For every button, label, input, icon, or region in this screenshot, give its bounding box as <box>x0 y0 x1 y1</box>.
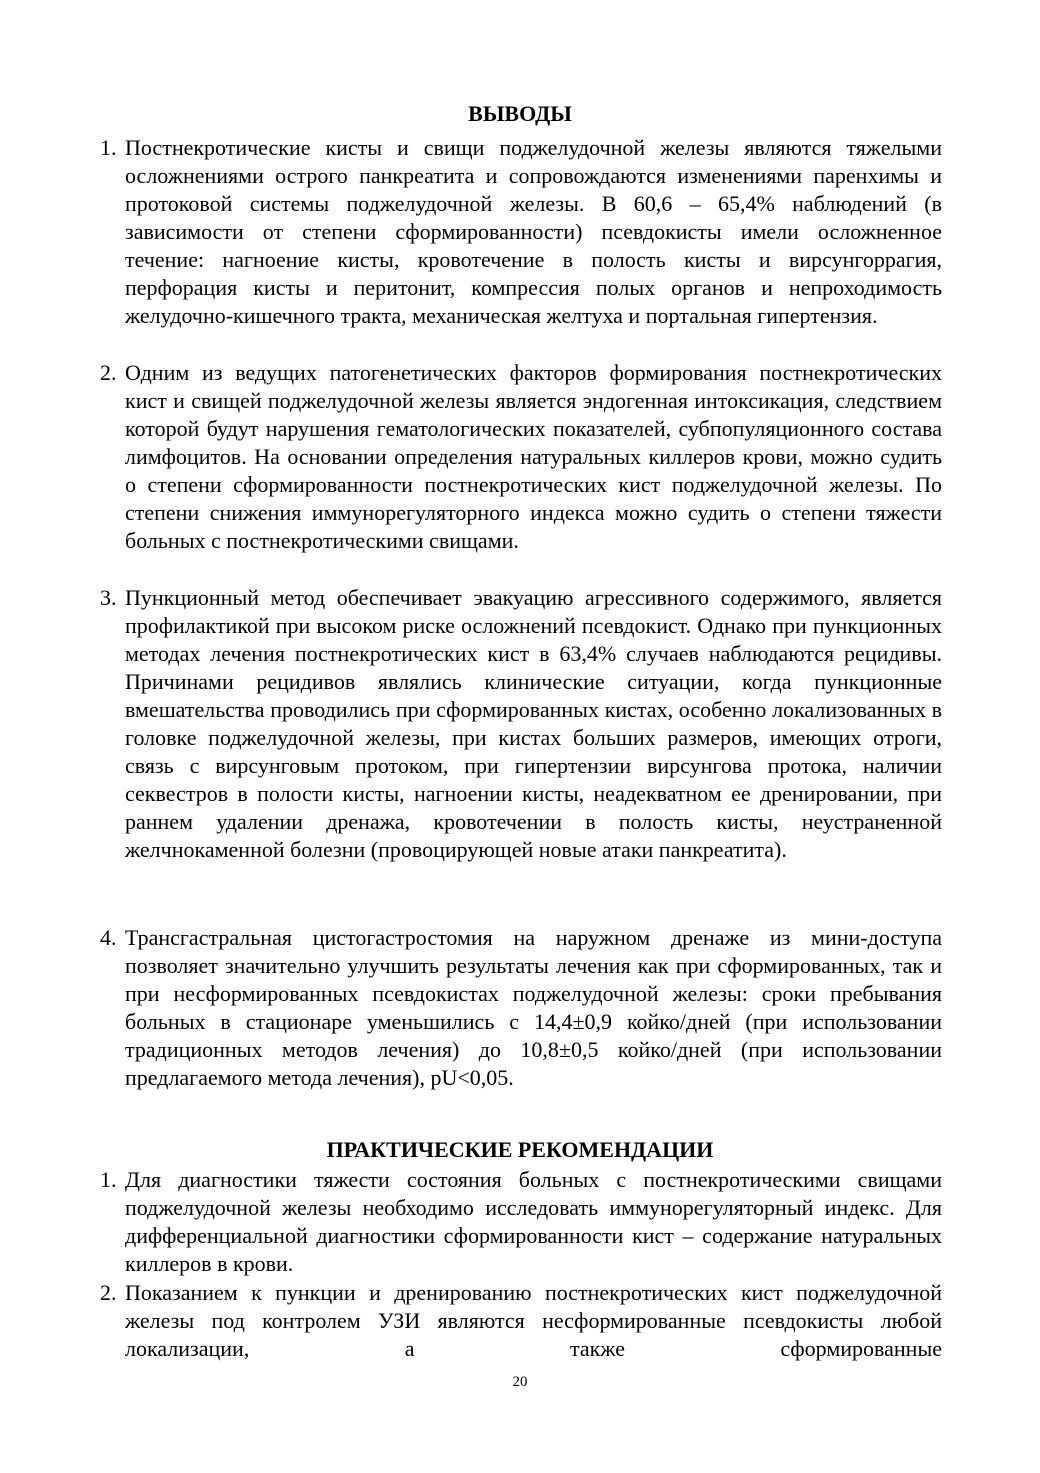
conclusions-title: ВЫВОДЫ <box>468 101 572 126</box>
page-number: 20 <box>512 1374 528 1390</box>
recommendation-item-1 <box>100 1166 942 1278</box>
recommendations-title: ПРАКТИЧЕСКИЕ РЕКОМЕНДАЦИИ <box>326 1137 714 1162</box>
list-number: 4. <box>100 925 117 950</box>
conclusion-item-1 <box>100 134 942 330</box>
list-text: Пункционный метод обеспечивает эвакуацию агрессивного содержимого, является профилактикой при высоком риске осложнений псевдокист. Однако при пункционных методах лечения постнекротических кист в 63,4% случаев наблюдаются рецидивы. Причинами рецидивов являлись клинические ситуации, когда пункционные вмешательства проводились при сформированных кистах, особенно локализованных в головке поджелудочной железы, при кистах больших размеров, имеющих отроги, связь с вирсунговым протоком, при гипертензии вирсунгова протока, наличии секвестров в полости кисты, нагноении кисты, неадекватном ее дренировании, при раннем удалении дренажа, кровотечении в полость кисты, неустраненной желчнокаменной болезни (провоцирующей новые атаки панкреатита). <box>125 585 942 862</box>
list-number: 3. <box>100 585 117 610</box>
conclusion-item-4 <box>100 924 942 1092</box>
list-number: 2. <box>100 1280 117 1305</box>
list-text: Показанием к пункции и дренированию постнекротических кист поджелудочной железы под контролем УЗИ являются несформированные псевдокисты любой локализации, а также сформированные <box>125 1280 942 1361</box>
conclusion-item-2 <box>100 359 942 555</box>
list-text: Одним из ведущих патогенетических факторов формирования постнекротических кист и свищей поджелудочной железы является эндогенная интоксикация, следствием которой будут нарушения гематологических показателей, субпопуляционного состава лимфоцитов. На основании определения натуральных киллеров крови, можно судить о степени сформированности постнекротических кист поджелудочной железы. По степени снижения иммунорегуляторного индекса можно судить о степени тяжести больных с постнекротическими свищами. <box>125 360 942 553</box>
list-text: Трансгастральная цистогастростомия на наружном дренаже из мини-доступа позволяет значительно улучшить результаты лечения как при сформированных, так и при несформированных псевдокистах поджелудочной железы: сроки пребывания больных в стационаре уменьшились с 14,4±0,9 койко/дней (при использовании традиционных методов лечения) до 10,8±0,5 койко/дней (при использовании предлагаемого метода лечения), pU<0,05. <box>125 925 942 1090</box>
recommendation-item-2 <box>100 1279 942 1363</box>
list-number: 2. <box>100 360 117 385</box>
conclusion-item-3 <box>100 584 942 864</box>
list-text: Постнекротические кисты и свищи поджелудочной железы являются тяжелыми осложнениями острого панкреатита и сопровождаются изменениями паренхимы и протоковой системы поджелудочной железы. В 60,6 – 65,4% наблюдений (в зависимости от степени сформированности) псевдокисты имели осложненное течение: нагноение кисты, кровотечение в полость кисты и вирсунгоррагия, перфорация кисты и перитонит, компрессия полых органов и непроходимость желудочно-кишечного тракта, механическая желтуха и портальная гипертензия. <box>125 135 942 328</box>
list-text: Для диагностики тяжести состояния больных с постнекротическими свищами поджелудочной железы необходимо исследовать иммунорегуляторный индекс. Для дифференциальной диагностики сформированности кист – содержание натуральных киллеров в крови. <box>125 1167 942 1276</box>
list-number: 1. <box>100 1167 117 1192</box>
list-number: 1. <box>100 135 117 160</box>
